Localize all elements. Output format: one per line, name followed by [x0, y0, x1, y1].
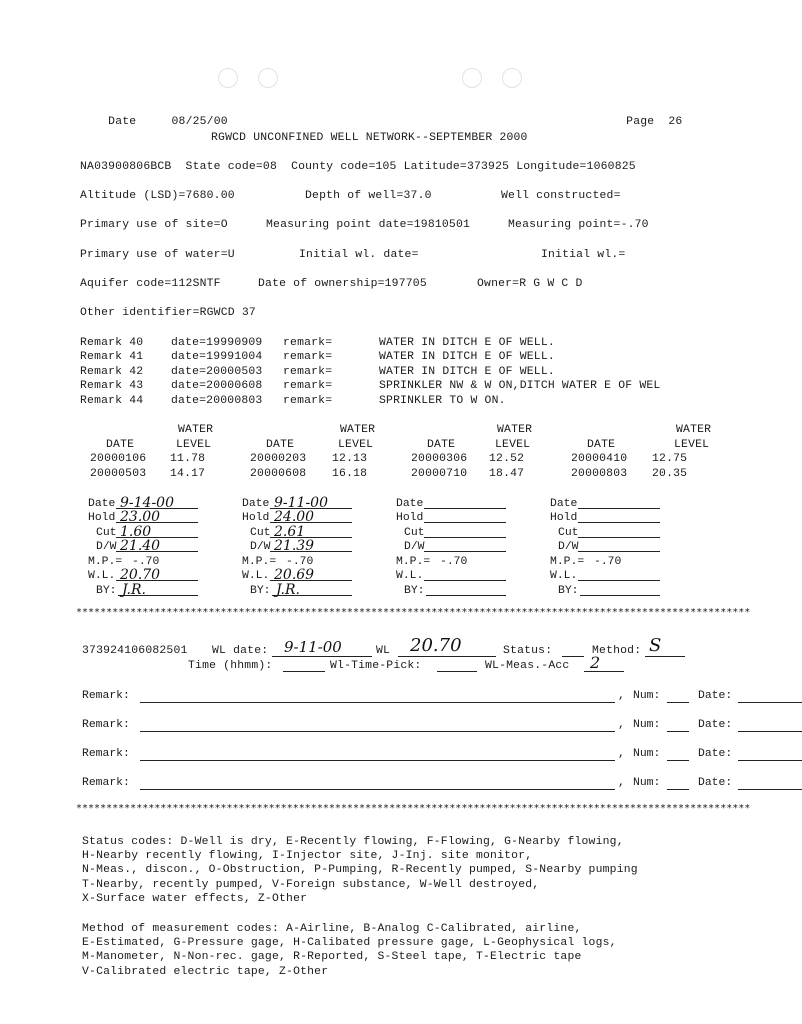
field-dw-row	[550, 540, 700, 555]
field-dw-input[interactable]	[578, 551, 660, 552]
remark-entry	[80, 350, 720, 364]
time-label: Time (hhmm):	[188, 660, 273, 672]
remark-key: remark=	[283, 365, 333, 378]
field-dw-label: D/W	[558, 541, 579, 553]
remark-key: remark=	[283, 394, 333, 407]
punch-hole-mark	[502, 68, 522, 88]
water-header: WATER	[676, 424, 712, 436]
status-label: Status:	[503, 645, 553, 657]
field-by-input[interactable]	[580, 595, 660, 596]
field-cut-label: Cut	[558, 526, 579, 539]
field-by-row	[550, 583, 700, 598]
field-cut-input[interactable]	[578, 537, 660, 538]
remark-key: remark=	[283, 351, 333, 364]
field-date-input[interactable]	[424, 508, 506, 509]
remark-num-label: Num:	[633, 719, 661, 731]
field-dw-label: D/W	[250, 541, 271, 553]
well-constructed: Well constructed=	[501, 190, 621, 202]
field-mp-value: -.70	[286, 555, 314, 568]
wl-date-label: WL date:	[212, 645, 269, 657]
field-hold-input[interactable]	[424, 522, 506, 523]
field-wl-row	[242, 569, 392, 584]
wl-label: WL	[376, 645, 391, 657]
field-hold-input[interactable]	[578, 522, 660, 523]
remark-input-row	[82, 719, 733, 733]
field-cut-value: 2.61	[274, 523, 306, 540]
status-code-line: H-Nearby recently flowing, I-Injector site, J-Inj. site monitor,	[82, 850, 533, 863]
remark-key: remark=	[283, 380, 333, 393]
field-cut-row	[550, 525, 700, 540]
level-value: 14.17	[170, 467, 206, 480]
remark-input-line[interactable]	[140, 749, 615, 761]
remark-label: Remark 44	[80, 394, 144, 407]
remark-date-input[interactable]	[738, 691, 802, 703]
status-code-line: Status codes: D-Well is dry, E-Recently flowing, F-Flowing, G-Nearby flowing,	[82, 836, 624, 848]
field-mp-label: M.P.=	[396, 555, 431, 568]
remark-date: date=20000608	[171, 380, 263, 393]
field-wl-row	[550, 569, 700, 584]
field-measurement-group	[88, 496, 238, 598]
field-dw-value: 21.40	[120, 538, 161, 554]
document-title: RGWCD UNCONFINED WELL NETWORK--SEPTEMBER 2000	[211, 132, 528, 144]
altitude: Altitude (LSD)=7680.00	[80, 190, 235, 202]
field-dw-row	[396, 540, 546, 555]
level-value: 12.75	[652, 453, 688, 465]
level-value: 16.18	[332, 467, 368, 480]
header-page	[598, 101, 682, 143]
field-hold-row	[550, 511, 700, 526]
level-value: 11.78	[170, 453, 206, 465]
water-level-table	[80, 423, 725, 481]
level-row	[80, 452, 725, 467]
date-of-ownership: Date of ownership=197705	[258, 278, 427, 290]
remark-date-label: Date:	[698, 719, 733, 731]
field-wl-row	[88, 569, 238, 584]
aquifer-code: Aquifer code=112SNTF	[80, 278, 221, 290]
remarks-list	[80, 336, 720, 408]
punch-hole-mark	[258, 68, 278, 88]
field-wl-label: W.L.	[242, 570, 270, 582]
time-field[interactable]	[283, 660, 325, 672]
field-cut-input[interactable]	[424, 537, 506, 538]
field-mp-value: -.70	[440, 555, 468, 568]
level-column-header: LEVEL	[176, 438, 212, 451]
remark-num-label: Num:	[633, 690, 661, 702]
wl-time-pick-field[interactable]	[437, 660, 477, 672]
field-dw-label: D/W	[96, 541, 117, 553]
field-hold-label: Hold	[550, 512, 578, 524]
remark-num-input[interactable]	[667, 720, 689, 732]
level-date: 20000106	[90, 453, 147, 465]
status-field[interactable]	[562, 645, 584, 657]
remark-input-line[interactable]	[140, 720, 615, 732]
date-column-header: DATE	[266, 438, 295, 451]
field-by-value: J.R.	[122, 581, 146, 598]
field-mp-row	[550, 554, 700, 569]
water-header: WATER	[340, 424, 376, 436]
field-wl-label: W.L.	[550, 570, 578, 582]
level-header-water-row	[80, 423, 725, 438]
remark-input-row	[82, 777, 733, 791]
field-hold-label: Hold	[396, 512, 424, 524]
field-mp-label: M.P.=	[88, 555, 123, 568]
field-cut-row	[242, 525, 392, 540]
field-hold-value: 24.00	[274, 509, 315, 525]
field-measurement-group	[550, 496, 700, 598]
field-mp-value: -.70	[132, 555, 160, 568]
primary-use-water: Primary use of water=U	[80, 249, 235, 261]
remark-key: remark=	[283, 337, 333, 349]
field-dw-label: D/W	[404, 541, 425, 553]
field-by-input[interactable]	[426, 595, 506, 596]
remark-date-label: Date:	[698, 690, 733, 702]
level-column-header: LEVEL	[495, 438, 531, 451]
remark-entry	[80, 394, 720, 408]
remark-label: Remark 42	[80, 365, 144, 378]
water-header: WATER	[497, 424, 533, 436]
separator-line: ****************************************************************************************************************	[76, 607, 751, 618]
remark-input-label: Remark:	[82, 719, 130, 731]
field-mp-row	[88, 554, 238, 569]
level-row	[80, 467, 725, 482]
initial-wl: Initial wl.=	[541, 249, 626, 261]
field-wl-input[interactable]	[578, 580, 660, 581]
field-measurement-group	[396, 496, 546, 598]
field-date-input[interactable]	[578, 508, 660, 509]
remark-label: Remark 41	[80, 351, 144, 364]
field-wl-row	[396, 569, 546, 584]
remark-date-label: Date:	[698, 777, 733, 789]
measuring-point-date: Measuring point date=19810501	[266, 219, 471, 231]
wl-time-pick-label: Wl-Time-Pick:	[330, 660, 422, 672]
field-date-row	[242, 496, 392, 511]
remark-label: Remark 40	[80, 337, 144, 349]
field-by-label: BY:	[96, 584, 117, 597]
level-date: 20000203	[250, 453, 307, 465]
field-wl-input[interactable]	[424, 580, 506, 581]
field-cut-row	[396, 525, 546, 540]
remark-comma: ,	[618, 690, 625, 702]
remark-input-label: Remark:	[82, 690, 130, 702]
method-value: S	[649, 635, 662, 656]
field-wl-value: 20.70	[120, 567, 161, 583]
level-column-header: LEVEL	[338, 438, 374, 451]
method-code-line: M-Manometer, N-Non-rec. gage, R-Reported, S-Steel tape, T-Electric tape	[82, 951, 582, 964]
wl-date-field[interactable]	[272, 640, 372, 657]
level-date: 20000503	[90, 467, 147, 480]
field-date-label: Date	[88, 497, 116, 510]
field-by-label: BY:	[404, 584, 425, 597]
level-value: 12.13	[332, 453, 368, 465]
method-code-line: E-Estimated, G-Pressure gage, H-Calibated pressure gage, L-Geophysical logs,	[82, 937, 617, 950]
remark-date: date=20000503	[171, 365, 263, 378]
remark-comma: ,	[618, 748, 625, 760]
wl-meas-acc-value: 2	[590, 653, 601, 672]
field-cut-value: 1.60	[120, 523, 152, 540]
remark-entry	[80, 379, 720, 393]
header-page-value: 26	[668, 116, 683, 128]
field-cut-label: Cut	[250, 526, 271, 539]
field-dw-row	[242, 540, 392, 555]
field-by-row	[88, 583, 238, 598]
date-column-header: DATE	[427, 438, 456, 451]
field-dw-value: 21.39	[274, 538, 315, 554]
field-cut-row	[88, 525, 238, 540]
remark-text: WATER IN DITCH E OF WELL.	[379, 337, 555, 349]
status-codes-legend	[82, 835, 638, 906]
primary-use-site: Primary use of site=O	[80, 219, 228, 231]
header-date	[80, 101, 228, 143]
field-date-label: Date	[396, 497, 424, 510]
remark-input-line[interactable]	[140, 778, 615, 790]
other-identifier: Other identifier=RGWCD 37	[80, 307, 256, 319]
wl-field[interactable]	[398, 635, 496, 657]
field-mp-label: M.P.=	[550, 555, 585, 568]
status-code-line: X-Surface water effects, Z-Other	[82, 892, 308, 905]
level-header-row	[80, 438, 725, 453]
status-code-line: N-Meas., discon., O-Obstruction, P-Pumping, R-Recently pumped, S-Nearby pumping	[82, 864, 638, 877]
well-depth: Depth of well=37.0	[305, 190, 432, 202]
level-date: 20000608	[250, 467, 307, 480]
remark-input-row	[82, 748, 733, 762]
remark-comma: ,	[618, 719, 625, 731]
date-column-header: DATE	[106, 438, 135, 451]
level-date: 20000710	[411, 467, 468, 480]
remark-input-row	[82, 690, 733, 704]
remark-date: date=20000803	[171, 394, 263, 407]
field-hold-value: 23.00	[120, 509, 161, 525]
field-mp-label: M.P.=	[242, 555, 277, 568]
level-value: 12.52	[489, 453, 525, 465]
field-measurement-group	[242, 496, 392, 598]
field-date-label: Date	[242, 497, 270, 510]
remark-input-label: Remark:	[82, 777, 130, 789]
remark-entry	[80, 365, 720, 379]
entry-site-id: 373924106082501	[82, 645, 188, 657]
field-by-label: BY:	[250, 584, 271, 597]
field-wl-label: W.L.	[88, 570, 116, 582]
field-hold-row	[396, 511, 546, 526]
field-wl-value: 20.69	[274, 567, 315, 583]
field-hold-label: Hold	[242, 512, 270, 524]
level-date: 20000803	[571, 467, 628, 480]
remark-input-label: Remark:	[82, 748, 130, 760]
field-dw-input[interactable]	[424, 551, 506, 552]
level-date: 20000306	[411, 453, 468, 465]
remark-text: SPRINKLER NW & W ON,DITCH WATER E OF WEL	[379, 380, 661, 393]
field-hold-row	[242, 511, 392, 526]
field-date-value: 9-14-00	[120, 494, 174, 511]
field-date-row	[550, 496, 700, 511]
site-id-line: NA03900806BCB State code=08 County code=105 Latitude=373925 Longitude=1060825	[80, 161, 636, 173]
remark-entry	[80, 336, 720, 350]
remark-date-input[interactable]	[738, 749, 802, 761]
remark-date-input[interactable]	[738, 778, 802, 790]
remark-date-input[interactable]	[738, 720, 802, 732]
level-value: 20.35	[652, 467, 688, 480]
field-by-value: J.R.	[276, 581, 300, 598]
field-date-row	[396, 496, 546, 511]
field-hold-row	[88, 511, 238, 526]
wl-meas-acc-label: WL-Meas.-Acc	[485, 660, 570, 672]
remark-input-line[interactable]	[140, 691, 615, 703]
field-hold-label: Hold	[88, 512, 116, 524]
level-date: 20000410	[571, 453, 628, 465]
field-cut-label: Cut	[404, 526, 425, 539]
remark-text: WATER IN DITCH E OF WELL.	[379, 351, 555, 364]
field-mp-row	[242, 554, 392, 569]
level-value: 18.47	[489, 467, 525, 480]
remark-text: WATER IN DITCH E OF WELL.	[379, 365, 555, 378]
field-date-row	[88, 496, 238, 511]
method-label: Method:	[592, 645, 642, 657]
punch-hole-mark	[462, 68, 482, 88]
owner: Owner=R G W C D	[477, 278, 583, 290]
date-column-header: DATE	[587, 438, 616, 451]
method-field[interactable]	[645, 635, 685, 657]
remark-num-input[interactable]	[667, 749, 689, 761]
remark-date: date=19990909	[171, 337, 263, 349]
header-page-label: Page	[626, 116, 655, 128]
method-code-line: Method of measurement codes: A-Airline, B-Analog C-Calibrated, airline,	[82, 923, 582, 935]
status-code-line: T-Nearby, recently pumped, V-Foreign substance, W-Well destroyed,	[82, 878, 540, 891]
header-date-label: Date	[108, 116, 137, 128]
field-dw-row	[88, 540, 238, 555]
field-by-label: BY:	[558, 584, 579, 597]
remark-num-input[interactable]	[667, 691, 689, 703]
water-header: WATER	[178, 424, 214, 436]
field-mp-row	[396, 554, 546, 569]
wl-value: 20.70	[410, 635, 462, 656]
field-date-value: 9-11-00	[274, 494, 328, 511]
punch-hole-mark	[218, 68, 238, 88]
wl-date-value: 9-11-00	[284, 638, 342, 656]
field-mp-value: -.70	[594, 555, 622, 568]
remark-num-label: Num:	[633, 777, 661, 789]
field-by-row	[242, 583, 392, 598]
remark-label: Remark 43	[80, 380, 144, 393]
field-by-row	[396, 583, 546, 598]
separator-line: ****************************************************************************************************************	[76, 803, 751, 814]
remark-date-label: Date:	[698, 748, 733, 760]
remark-date: date=19991004	[171, 351, 263, 364]
level-column-header: LEVEL	[674, 438, 710, 451]
initial-wl-date: Initial wl. date=	[299, 249, 419, 261]
header-date-value: 08/25/00	[171, 116, 228, 128]
method-code-line: V-Calibrated electric tape, Z-Other	[82, 965, 329, 978]
field-wl-label: W.L.	[396, 570, 424, 582]
wl-meas-acc-field[interactable]	[584, 653, 624, 672]
measuring-point: Measuring point=-.70	[508, 219, 649, 231]
field-date-label: Date	[550, 497, 578, 510]
field-cut-label: Cut	[96, 526, 117, 539]
method-codes-legend	[82, 922, 617, 979]
remark-num-label: Num:	[633, 748, 661, 760]
remark-comma: ,	[618, 777, 625, 789]
remark-text: SPRINKLER TO W ON.	[379, 394, 506, 407]
remark-num-input[interactable]	[667, 778, 689, 790]
